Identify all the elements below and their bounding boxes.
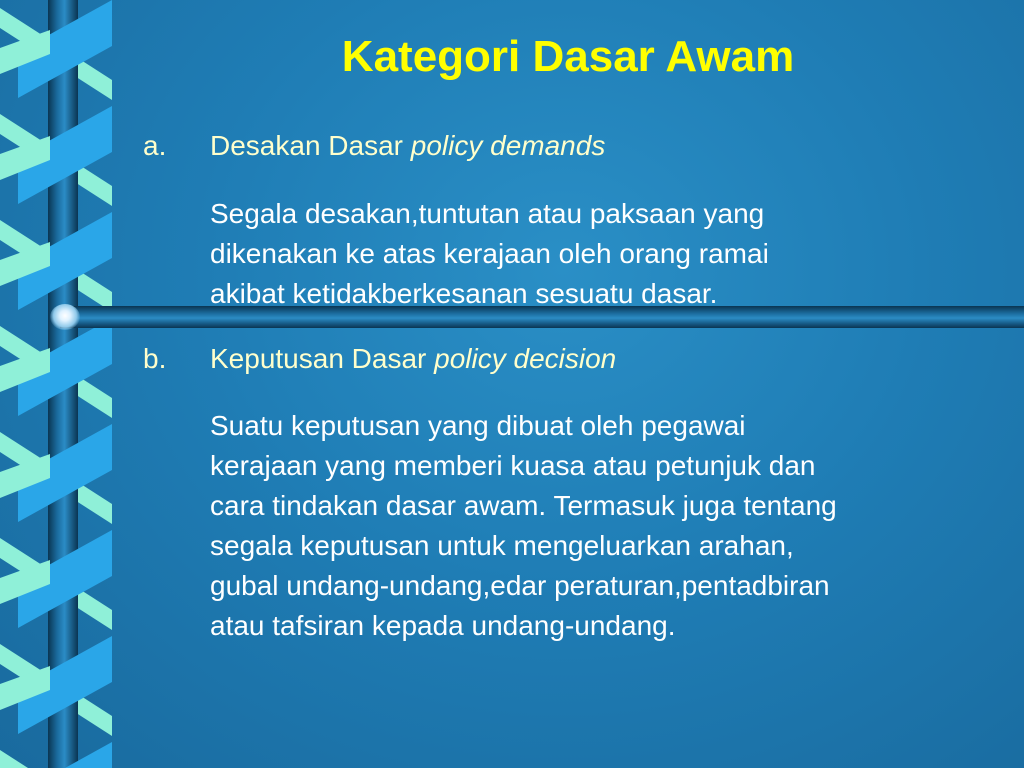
item-a-heading-italic: policy demands bbox=[410, 130, 606, 161]
item-b-line-5: gubal undang-undang,edar peraturan,pentadbiran bbox=[210, 570, 830, 601]
item-b-marker: b. bbox=[143, 343, 167, 374]
item-b-body bbox=[210, 406, 1000, 646]
item-b-heading bbox=[210, 343, 616, 375]
item-a-marker: a. bbox=[143, 130, 167, 161]
item-a-line-2: dikenakan ke atas kerajaan oleh orang ramai bbox=[210, 238, 769, 269]
item-b-heading-italic: policy decision bbox=[434, 343, 617, 374]
divider-knob bbox=[50, 304, 80, 330]
item-b-line-1: Suatu keputusan yang dibuat oleh pegawai bbox=[210, 410, 746, 441]
item-a-line-1: Segala desakan,tuntutan atau paksaan yang bbox=[210, 198, 765, 229]
item-b-line-4: segala keputusan untuk mengeluarkan arahan, bbox=[210, 530, 794, 561]
item-b-line-3: cara tindakan dasar awam. Termasuk juga tentang bbox=[210, 490, 837, 521]
ribbon-decoration bbox=[0, 0, 112, 768]
item-b-heading-text: Keputusan Dasar bbox=[210, 343, 427, 374]
item-a-heading-text: Desakan Dasar bbox=[210, 130, 403, 161]
item-a-body bbox=[210, 194, 1000, 314]
slide-title: Kategori Dasar Awam bbox=[341, 32, 795, 81]
item-a-line-3: akibat ketidakberkesanan sesuatu dasar. bbox=[210, 278, 718, 309]
item-b-line-6: atau tafsiran kepada undang-undang. bbox=[210, 610, 676, 641]
item-a-heading bbox=[210, 130, 605, 162]
item-b-line-2: kerajaan yang memberi kuasa atau petunjuk dan bbox=[210, 450, 816, 481]
